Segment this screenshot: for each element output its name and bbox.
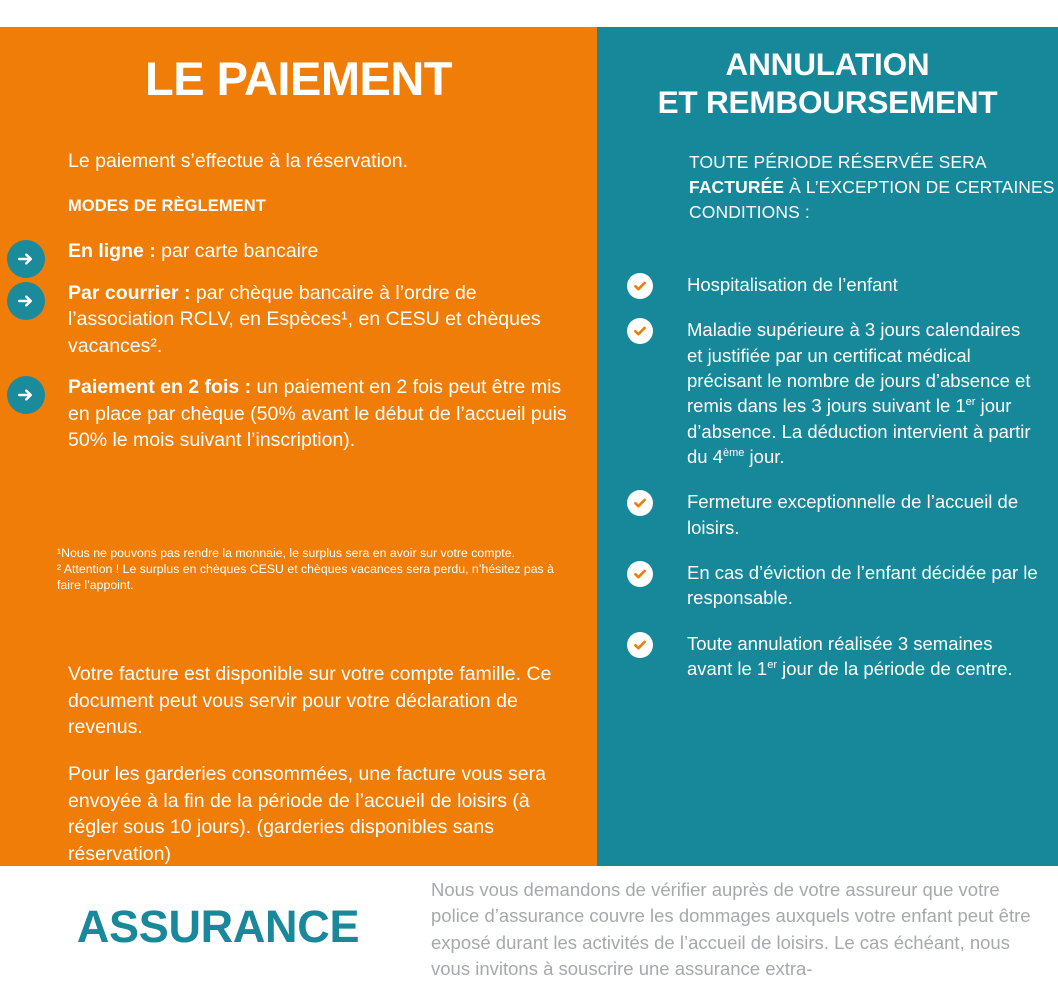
payment-intro: Le paiement s’effectue à la réservation. xyxy=(68,150,409,172)
method-label: Par courrier : xyxy=(68,281,191,304)
assurance-section xyxy=(0,866,1058,998)
arrow-right-icon xyxy=(7,282,45,320)
cancellation-title xyxy=(597,27,1058,122)
check-circle-icon xyxy=(627,561,653,587)
arrow-right-icon xyxy=(7,376,45,414)
method-detail: par chèque bancaire à l’ordre de l’association RCLV, en Espèces¹, en CESU et chèques vacances². xyxy=(68,281,541,357)
two-column-band xyxy=(0,27,1058,866)
condition-part-1: Toute annulation réalisée 3 semaines avant le 1 xyxy=(687,632,993,680)
check-circle-icon xyxy=(627,273,653,299)
footnote-2: ² Attention ! Le surplus en chèques CESU et chèques vacances sera perdu, n’hésitez pas à faire l’appoint. xyxy=(57,561,554,592)
ordinal-suffix: er xyxy=(965,396,976,409)
list-item xyxy=(597,631,1058,682)
condition-text xyxy=(687,633,1013,679)
footnote-1: ¹Nous ne pouvons pas rendre la monnaie, le surplus sera en avoir sur votre compte. xyxy=(57,546,515,560)
intro-part-2: À L’EXCEPTION DE CERTAINES CONDITIONS : xyxy=(689,176,1055,222)
list-item xyxy=(0,374,597,454)
cancellation-title-line-2: ET REMBOURSEMENT xyxy=(657,84,998,121)
check-circle-icon xyxy=(627,632,653,658)
condition-text: Hospitalisation de l’enfant xyxy=(687,274,898,295)
method-label: En ligne : xyxy=(68,240,156,262)
condition-text: Fermeture exceptionnelle de l’accueil de loisirs. xyxy=(687,491,1019,538)
payment-column xyxy=(0,27,597,866)
condition-text xyxy=(687,319,1031,467)
payment-title: LE PAIEMENT xyxy=(145,52,452,105)
assurance-paragraph: Nous vous demandons de vérifier auprès de votre assureur que votre police d’assurance couvre les dommages auxquels votre enfant peut être exposé durant les activités de l’accueil de loisirs. Le cas échéant, nous vous invitons à souscrire une assurance extra- xyxy=(431,879,1031,980)
list-item xyxy=(0,280,597,360)
condition-part-1: Maladie supérieure à 3 jours calendaires et justifiée par un certificat médical précisant le nombre de jours d’absence et remis dans les 3 jours suivant le 1 xyxy=(687,319,1031,417)
cancellation-conditions-list xyxy=(597,272,1058,701)
check-circle-icon xyxy=(627,490,653,516)
method-detail: par carte bancaire xyxy=(155,240,319,262)
garderies-paragraph: Pour les garderies consommées, une facture vous sera envoyée à la fin de la période de l’accueil de loisirs (à régler sous 10 jours). (garderies disponibles sans réservation) xyxy=(68,763,546,865)
ordinal-suffix: er xyxy=(767,658,778,671)
condition-part-2: jour d’absence. La déduction intervient à partir du 4 xyxy=(687,395,1031,468)
payment-subheading: MODES DE RÈGLEMENT xyxy=(68,197,266,215)
condition-text: En cas d’éviction de l’enfant décidée par le responsable. xyxy=(687,562,1038,609)
method-detail: un paiement en 2 fois peut être mis en place par chèque (50% avant le début de l’accueil puis 50% le mois suivant l’inscription). xyxy=(68,376,567,452)
condition-part-2: jour de la période de centre. xyxy=(777,658,1013,680)
payment-footnotes xyxy=(57,546,557,594)
cancellation-intro xyxy=(689,150,1058,225)
cancellation-title-line-1: ANNULATION xyxy=(725,46,930,82)
cancellation-column xyxy=(597,27,1058,866)
list-item xyxy=(0,238,597,265)
check-circle-icon xyxy=(627,318,653,344)
list-item xyxy=(597,489,1058,540)
payment-methods-list xyxy=(0,238,597,469)
invoice-paragraph: Votre facture est disponible sur votre compte famille. Ce document peut vous servir pour votre déclaration de revenus. xyxy=(68,663,552,739)
method-text xyxy=(68,376,567,451)
intro-bold: FACTURÉE xyxy=(689,176,785,197)
method-text xyxy=(68,240,318,262)
ordinal-suffix: ème xyxy=(723,446,745,459)
method-text xyxy=(68,282,541,357)
assurance-title: ASSURANCE xyxy=(76,901,360,952)
method-label: Paiement en 2 fois : xyxy=(68,376,252,399)
list-item xyxy=(597,317,1058,469)
list-item xyxy=(597,560,1058,611)
condition-part-3: jour. xyxy=(744,446,785,468)
arrow-right-icon xyxy=(7,240,45,278)
intro-part-1: TOUTE PÉRIODE RÉSERVÉE SERA xyxy=(689,152,986,172)
list-item xyxy=(597,272,1058,297)
